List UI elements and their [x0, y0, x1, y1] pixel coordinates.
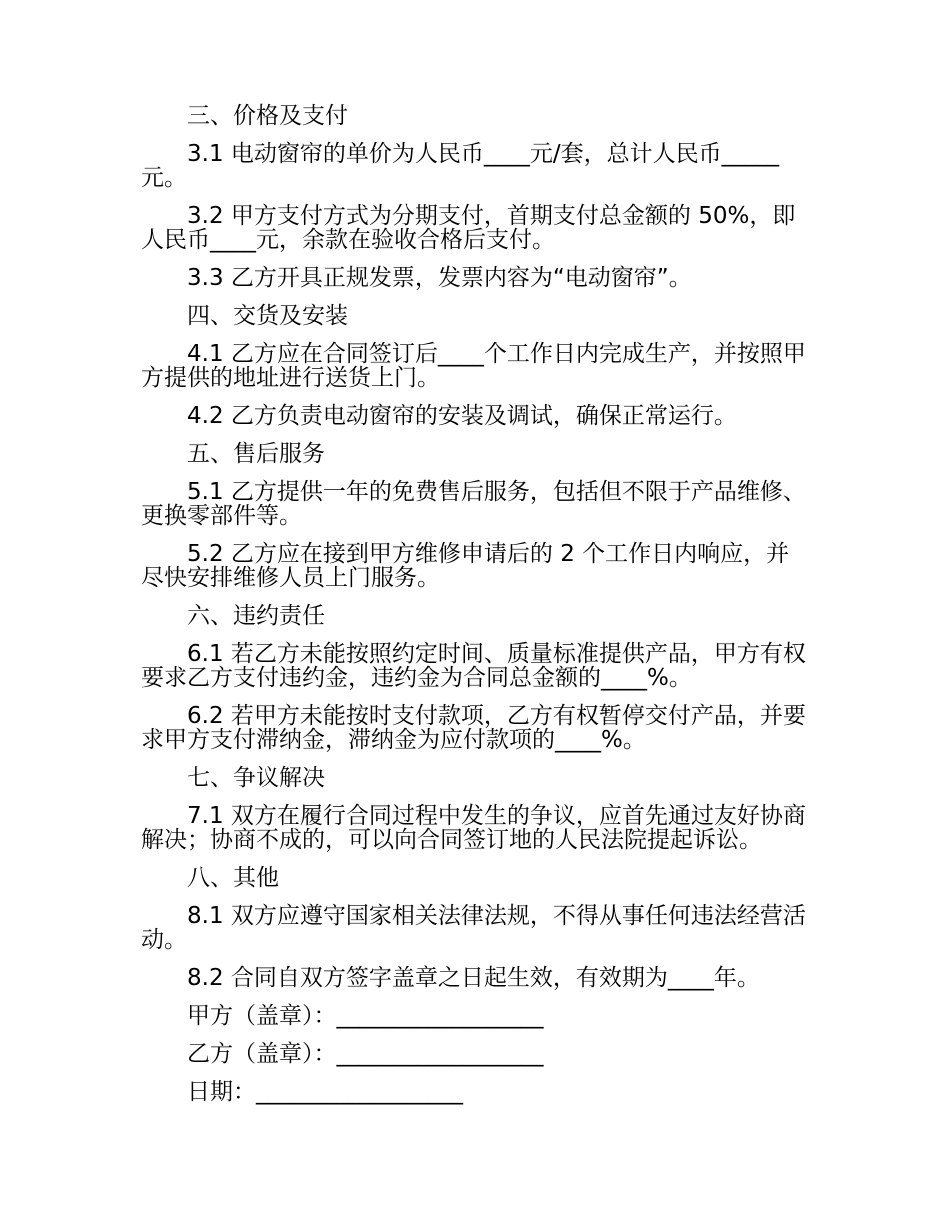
clause-3-1: 3.1 电动窗帘的单价为人民币____元/套，总计人民币_____元。	[141, 141, 780, 191]
clause-4-2: 4.2 乙方负责电动窗帘的安装及调试，确保正常运行。	[187, 403, 737, 429]
signature-date: 日期：__________________	[187, 1079, 463, 1105]
clause-7-1: 7.1 双方在履行合同过程中发生的争议，应首先通过友好协商解决；协商不成的，可以向合同签订地的人民法院提起诉讼。	[141, 803, 806, 853]
clause-5-1: 5.1 乙方提供一年的免费售后服务，包括但不限于产品维修、更换零部件等。	[141, 479, 806, 529]
clause-8-2: 8.2 合同自双方签字盖章之日起生效，有效期为____年。	[187, 965, 760, 991]
clause-4-1: 4.1 乙方应在合同签订后____个工作日内完成生产，并按照甲方提供的地址进行送货上门。	[141, 341, 806, 391]
clause-3-3: 3.3 乙方开具正规发票，发票内容为“电动窗帘”。	[187, 265, 692, 291]
signature-party-a: 甲方（盖章）：__________________	[187, 1003, 544, 1029]
signature-party-b: 乙方（盖章）：__________________	[187, 1041, 544, 1067]
section-heading-liability: 六、违约责任	[187, 603, 325, 629]
contract-body	[141, 104, 809, 1118]
section-heading-dispute: 七、争议解决	[187, 765, 325, 791]
clause-3-2: 3.2 甲方支付方式为分期支付，首期支付总金额的 50%，即人民币____元，余款在验收合格后支付。	[141, 203, 796, 253]
clause-5-2: 5.2 乙方应在接到甲方维修申请后的 2 个工作日内响应，并尽快安排维修人员上门服务。	[141, 541, 790, 591]
section-heading-other: 八、其他	[187, 865, 279, 891]
clause-6-2: 6.2 若甲方未能按时支付款项，乙方有权暂停交付产品，并要求甲方支付滞纳金，滞纳金为应付款项的____%。	[141, 703, 806, 753]
clause-8-1: 8.1 双方应遵守国家相关法律法规，不得从事任何违法经营活动。	[141, 903, 806, 953]
clause-6-1: 6.1 若乙方未能按照约定时间、质量标准提供产品，甲方有权要求乙方支付违约金，违约金为合同总金额的____%。	[141, 641, 806, 691]
section-heading-service: 五、售后服务	[187, 441, 325, 467]
section-heading-delivery: 四、交货及安装	[187, 303, 348, 329]
section-heading-price: 三、价格及支付	[187, 103, 348, 129]
